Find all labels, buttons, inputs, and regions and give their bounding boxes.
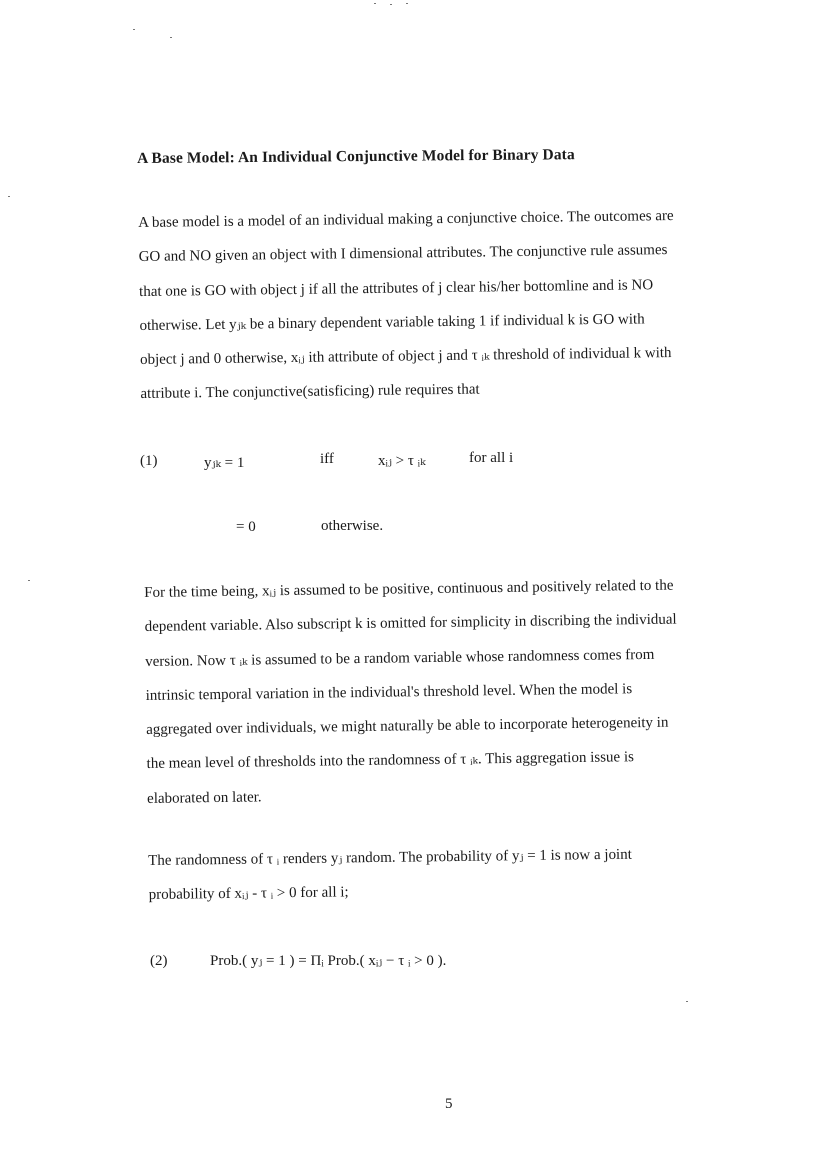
equation-alt-value: = 0 bbox=[236, 519, 256, 535]
paragraph-randomness bbox=[148, 838, 633, 913]
text-line: otherwise. Let yⱼₖ be a binary dependent variable taking 1 if individual k is GO with bbox=[139, 311, 645, 334]
scan-speck bbox=[374, 3, 376, 4]
text-line: attribute i. The conjunctive(satisficing) rule requires that bbox=[140, 382, 480, 403]
equation-number: (1) bbox=[140, 453, 158, 469]
equation-probability: Prob.( yⱼ = 1 ) = Πᵢ Prob.( xᵢⱼ − τ ᵢ > 0 ). bbox=[210, 953, 447, 969]
page-number: 5 bbox=[445, 1096, 453, 1112]
text-line: For the time being, xᵢⱼ is assumed to be positive, continuous and positively related to the bbox=[144, 577, 674, 601]
scan-speck bbox=[170, 37, 172, 38]
text-line: GO and NO given an object with I dimensional attributes. The conjunctive rule assumes bbox=[138, 242, 668, 266]
scan-speck bbox=[133, 29, 135, 30]
scan-speck bbox=[406, 3, 408, 4]
equation-quantifier: for all i bbox=[469, 450, 514, 466]
text-line: A base model is a model of an individual making a conjunctive choice. The outcomes are bbox=[138, 207, 674, 231]
text-line: intrinsic temporal variation in the individual's threshold level. When the model is bbox=[145, 681, 633, 704]
text-line: object j and 0 otherwise, xᵢⱼ ith attribute of object j and τ ᵢₖ threshold of individual k with bbox=[139, 345, 672, 369]
text-line: dependent variable. Also subscript k is omitted for simplicity in discribing the individual bbox=[144, 611, 677, 636]
text-line: aggregated over individuals, we might naturally be able to incorporate heterogeneity in bbox=[146, 714, 669, 739]
equation-iff: iff bbox=[320, 451, 334, 467]
scan-speck bbox=[8, 196, 10, 197]
text-line: that one is GO with object j if all the attributes of j clear his/her bottomline and is NO bbox=[139, 276, 654, 300]
equation-number: (2) bbox=[150, 953, 168, 969]
text-line: elaborated on later. bbox=[146, 789, 262, 807]
text-line: the mean level of thresholds into the randomness of τ ᵢₖ. This aggregation issue is bbox=[146, 749, 635, 773]
paragraph-threshold-assumption bbox=[144, 569, 679, 816]
equation-lhs: yⱼₖ = 1 bbox=[204, 455, 245, 471]
text-line: version. Now τ ᵢₖ is assumed to be a random variable whose randomness comes from bbox=[145, 646, 655, 670]
text-line: The randomness of τ ᵢ renders yⱼ random. The probability of yⱼ = 1 is now a joint bbox=[148, 846, 632, 869]
paragraph-model-description bbox=[138, 199, 676, 412]
equation-otherwise: otherwise. bbox=[321, 518, 384, 534]
scan-speck bbox=[28, 580, 30, 581]
scan-speck bbox=[390, 4, 392, 5]
section-title: A Base Model: An Individual Conjunctive Model for Binary Data bbox=[137, 146, 575, 167]
text-line: probability of xᵢⱼ - τ ᵢ > 0 for all i; bbox=[148, 884, 349, 904]
equation-condition: xᵢⱼ > τ ᵢₖ bbox=[378, 453, 426, 469]
scan-speck bbox=[686, 1001, 688, 1002]
